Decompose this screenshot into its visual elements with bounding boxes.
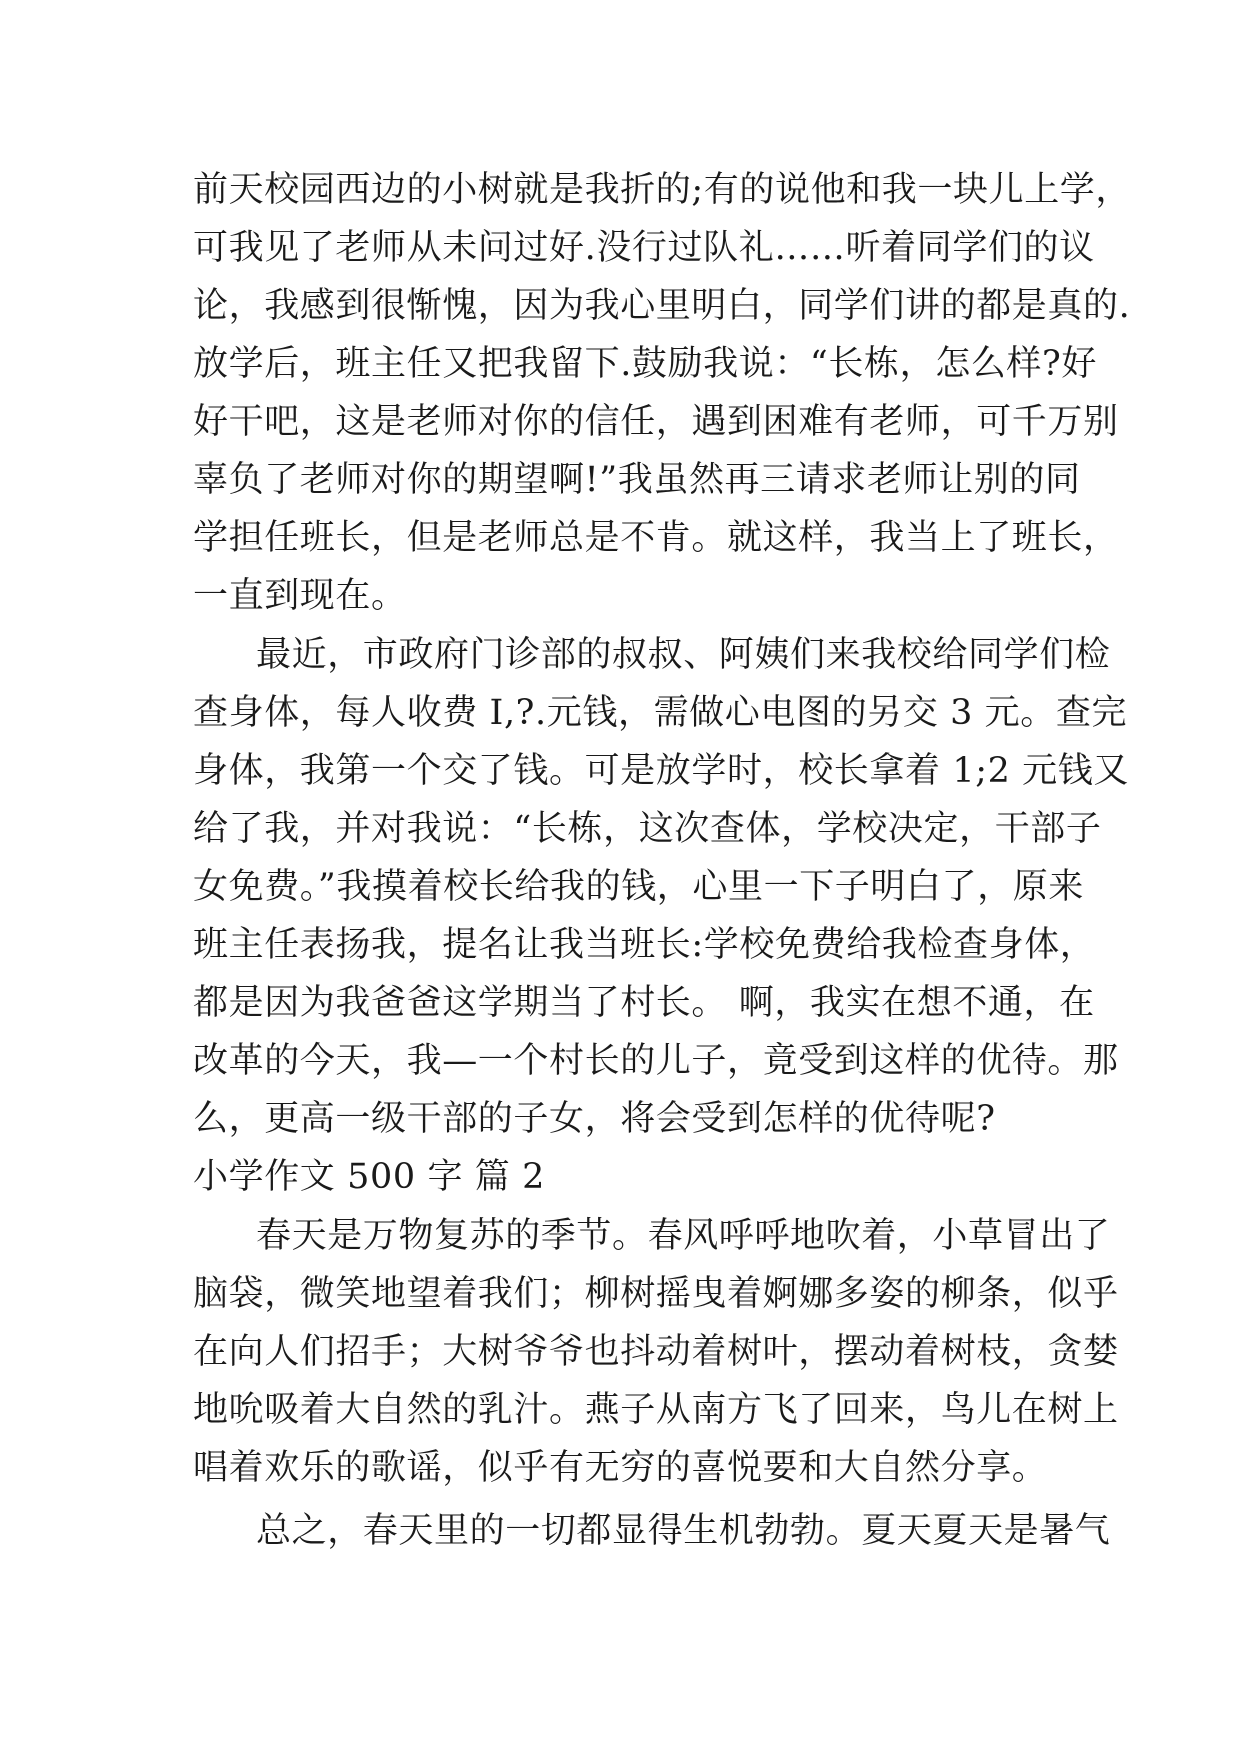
text-line: 脑袋，微笑地望着我们；柳树摇曳着婀娜多姿的柳条，似乎 [193, 1274, 1119, 1314]
text-line: 都是因为我爸爸这学期当了村长。 啊，我实在想不通，在 [193, 983, 1095, 1023]
text-line: 在向人们招手；大树爷爷也抖动着树叶，摆动着树枝，贪婪 [193, 1332, 1119, 1372]
text-line: 放学后，班主任又把我留下.鼓励我说：“长栋，怎么样?好 [193, 344, 1097, 384]
paragraph-first-line: 最近，市政府门诊部的叔叔、阿姨们来我校给同学们检 [256, 635, 1111, 675]
text-line: 学担任班长，但是老师总是不肯。就这样，我当上了班长， [193, 518, 1119, 558]
text-line: 地吮吸着大自然的乳汁。燕子从南方飞了回来，鸟儿在树上 [193, 1390, 1119, 1430]
section-heading: 小学作文 500 字 篇 2 [193, 1157, 545, 1197]
text-line: 好干吧，这是老师对你的信任，遇到困难有老师，可千万别 [193, 402, 1119, 442]
text-line: 改革的今天，我—一个村长的儿子，竟受到这样的优待。那 [193, 1041, 1119, 1081]
text-line: 前天校园西边的小树就是我折的;有的说他和我一块儿上学， [193, 170, 1131, 210]
text-line: 班主任表扬我，提名让我当班长:学校免费给我检查身体， [193, 925, 1096, 965]
text-line: 辜负了老师对你的期望啊!”我虽然再三请求老师让别的同 [193, 460, 1081, 500]
text-line: 论，我感到很惭愧，因为我心里明白，同学们讲的都是真的. [193, 286, 1131, 326]
text-line: 可我见了老师从未问过好.没行过队礼……听着同学们的议 [193, 228, 1095, 268]
text-line: 女免费。”我摸着校长给我的钱，心里一下子明白了，原来 [193, 867, 1084, 907]
text-line: 唱着欢乐的歌谣，似乎有无穷的喜悦要和大自然分享。 [193, 1448, 1048, 1488]
paragraph-first-line: 总之，春天里的一切都显得生机勃勃。夏天夏天是暑气 [256, 1511, 1111, 1551]
text-line: 查身体，每人收费 I,?.元钱，需做心电图的另交 3 元。查完 [193, 693, 1128, 733]
text-line: 身体，我第一个交了钱。可是放学时，校长拿着 1;2 元钱又 [193, 751, 1129, 791]
text-line: 一直到现在。 [193, 576, 407, 616]
paragraph-first-line: 春天是万物复苏的季节。春风呼呼地吹着，小草冒出了 [256, 1216, 1111, 1256]
text-line: 给了我，并对我说：“长栋，这次查体，学校决定，干部子 [193, 809, 1102, 849]
text-line: 么，更高一级干部的子女，将会受到怎样的优待呢? [193, 1099, 996, 1139]
